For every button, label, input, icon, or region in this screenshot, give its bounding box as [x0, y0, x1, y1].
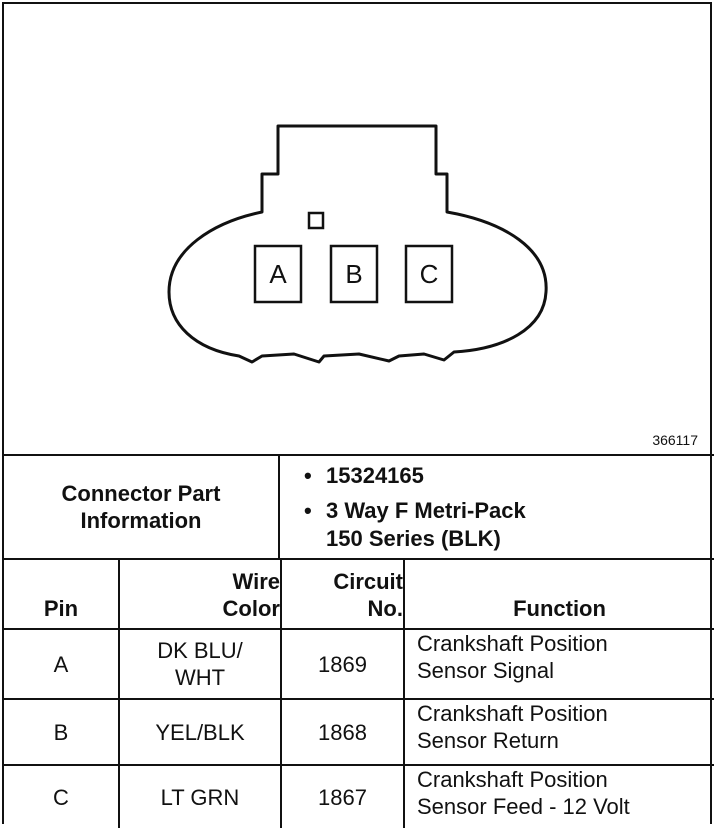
header-wire-color — [120, 560, 280, 628]
header-function: Function — [513, 596, 606, 621]
divider-info-vertical — [278, 454, 280, 560]
row-b-function-line1: Crankshaft Position — [417, 701, 608, 726]
document-frame — [2, 2, 712, 824]
part-number: • 15324165 — [304, 462, 526, 490]
header-circuit — [282, 560, 403, 628]
connector-body-outline — [169, 126, 546, 362]
row-b-pin: B — [53, 719, 69, 745]
row-c-function-line1: Crankshaft Position — [417, 767, 608, 792]
row-b-circuit: 1868 — [318, 719, 367, 745]
connector-description — [304, 497, 526, 553]
connector-info-heading-text: Connector Part Information — [61, 481, 221, 533]
header-wire-color-line2: Color — [222, 596, 280, 621]
pin-a-label: A — [269, 259, 287, 289]
connector-key-square — [309, 213, 323, 228]
row-c-pin: C — [53, 784, 69, 810]
connector-description-line2: 150 Series (BLK) — [326, 526, 501, 551]
row-c-color: LT GRN — [160, 784, 240, 810]
row-a-color-line1: DK BLU/ — [157, 638, 243, 663]
connector-info-bullets — [304, 462, 526, 560]
row-b-color: YEL/BLK — [155, 719, 245, 745]
row-a-pin: A — [53, 651, 69, 677]
connector-outline-drawing — [4, 4, 714, 454]
row-a-function-line1: Crankshaft Position — [417, 631, 608, 656]
row-b-function — [405, 700, 714, 764]
row-c-function-line2: Sensor Feed - 12 Volt — [417, 794, 630, 819]
pin-b-label: B — [345, 259, 363, 289]
connector-diagram — [4, 4, 714, 454]
row-a-color — [120, 630, 280, 698]
row-c-function — [405, 766, 714, 828]
header-circuit-line2: No. — [367, 596, 403, 621]
header-wire-color-line1: Wire — [232, 569, 280, 594]
row-a-function-line2: Sensor Signal — [417, 658, 554, 683]
row-a-function — [405, 630, 714, 698]
pin-c-label: C — [419, 259, 439, 289]
connector-info-heading — [4, 456, 278, 558]
connector-description-line1: 3 Way F Metri-Pack — [326, 498, 526, 523]
row-b-function-line2: Sensor Return — [417, 728, 559, 753]
figure-number: 366117 — [652, 432, 698, 448]
row-c-circuit: 1867 — [318, 784, 367, 810]
header-circuit-line1: Circuit — [333, 569, 403, 594]
header-pin: Pin — [43, 596, 79, 621]
row-a-color-line2: WHT — [174, 665, 226, 690]
row-a-circuit: 1869 — [318, 651, 367, 677]
